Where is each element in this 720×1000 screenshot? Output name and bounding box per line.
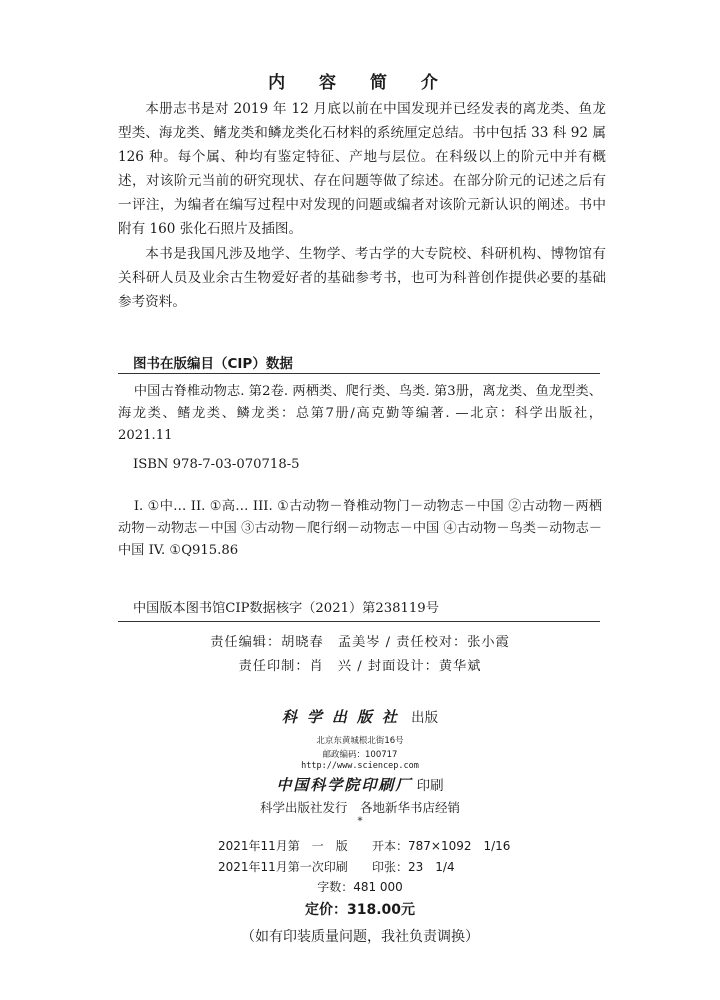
quality-notice: （如有印装质量问题，我社负责调换）: [241, 929, 479, 945]
divider-top: [118, 373, 600, 374]
printer-suffix: 印刷: [416, 778, 444, 794]
publisher-url: http://www.sciencep.com: [301, 761, 419, 771]
page-title: 内 容 简 介: [268, 73, 452, 93]
first-edition: 2021年11月第 一 版: [218, 839, 348, 853]
intro-text-1: 本册志书是对 2019 年 12 月底以前在中国发现并已经发表的离龙类、鱼龙型类、海龙类、鳍龙类和鳞龙类化石材料的系统厘定总结。书中包括 33 科 92 属 126 种。每个属、种均有鉴定特征、产地与层位。在科级以上的阶元中并有概述，对该阶元当前的研究现状、存在问题等做了综述。在部分阶元的记述之后有一评注，为编者在编写过程中对发现的问题或编者对该阶元新认识的阐述。书中附有 160 张化石照片及插图。: [118, 101, 606, 237]
separator-star: *: [357, 816, 363, 827]
cip-description: 中国古脊椎动物志. 第2卷. 两栖类、爬行类、鸟类. 第3册，离龙类、鱼龙型类、海龙类、鳍龙类、鳞龙类：总第7册/高克勤等编著. —北京：科学出版社，2021.11: [118, 384, 602, 443]
print-sheets: 印张：23 1/4: [372, 860, 455, 874]
printer-line: [0, 774, 720, 795]
first-print: 2021年11月第一次印刷: [218, 860, 348, 874]
publisher-postcode: 邮政编码：100717: [322, 750, 398, 760]
intro-paragraph-1: [118, 97, 606, 241]
publisher-address: 北京东黄城根北街16号: [316, 736, 404, 746]
price: 定价：318.00元: [304, 902, 416, 918]
word-count: 字数：481 000: [317, 880, 403, 894]
printer-logo: 中国科学院印刷厂: [276, 776, 413, 794]
cip-number: 中国版本图书馆CIP数据核字（2021）第238119号: [133, 601, 439, 616]
cip-heading: 图书在版编目（CIP）数据: [133, 356, 293, 372]
editor-credits: 责任编辑：胡晓春 孟美岑 / 责任校对：张小霞: [210, 635, 510, 650]
divider-bottom: [118, 621, 600, 622]
publisher-logo: 科学出版社: [281, 708, 407, 726]
intro-paragraph-2: [118, 242, 606, 314]
publisher-line: [0, 706, 720, 727]
production-credits: 责任印制：肖 兴 / 封面设计：黄华斌: [238, 659, 482, 674]
book-format: 开本：787×1092 1/16: [372, 839, 511, 853]
publisher-suffix: 出版: [411, 710, 439, 726]
cip-classification: I. ①中… II. ①高… III. ①古动物－脊椎动物门－动物志－中国 ②古动物－两栖动物－动物志－中国 ③古动物－爬行纲－动物志－中国 ④古动物－鸟类－动物志－中国 IV. ①Q915.86: [118, 499, 602, 558]
isbn: ISBN 978-7-03-070718-5: [133, 457, 300, 472]
intro-text-2: 本书是我国凡涉及地学、生物学、考古学的大专院校、科研机构、博物馆有关科研人员及业余古生物爱好者的基础参考书，也可为科普创作提供必要的基础参考资料。: [118, 246, 606, 310]
distribution-line: 科学出版社发行 各地新华书店经销: [259, 800, 460, 815]
